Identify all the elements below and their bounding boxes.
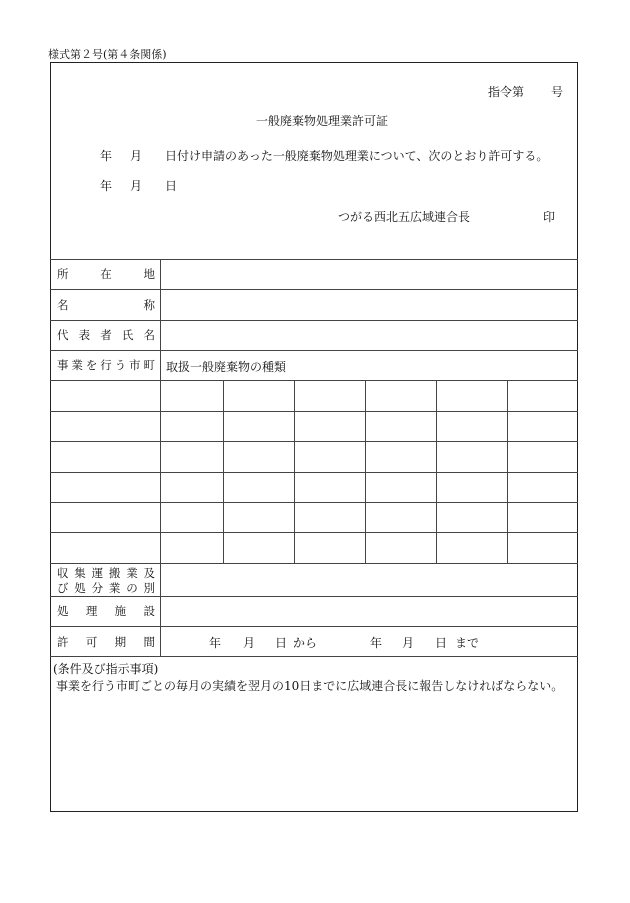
form-caption: 様式第２号(第４条関係) xyxy=(48,48,167,61)
row-line xyxy=(50,532,578,533)
row-line xyxy=(50,441,578,442)
conditions-heading: (条件及び指示事項) xyxy=(53,662,159,676)
row-line xyxy=(50,380,578,381)
issuer: つがる西北五広域連合長 xyxy=(338,210,471,224)
row-line xyxy=(50,411,578,412)
application-year: 年 xyxy=(100,149,113,163)
period-to-day: 日 xyxy=(435,636,448,650)
row-line xyxy=(50,502,578,503)
table-top-line xyxy=(50,259,578,260)
row-label-name: 名 称 xyxy=(57,298,155,312)
period-from-year: 年 xyxy=(209,636,222,650)
waste-grid-divider xyxy=(223,380,224,563)
label-column-divider xyxy=(160,259,161,656)
conditions-text: 事業を行う市町ごとの毎月の実績を翌月の10日までに広域連合長に報告しなければならない。 xyxy=(56,679,564,693)
issue-month: 月 xyxy=(130,179,143,193)
row-label-business-type-line2: び 処 分 業 の 別 xyxy=(57,581,155,595)
period-from-month: 月 xyxy=(243,636,256,650)
waste-types-header: 取扱一般廃棄物の種類 xyxy=(166,360,287,374)
table-bottom-line xyxy=(50,656,578,657)
certificate-frame xyxy=(50,62,578,812)
row-label-representative: 代 表 者 氏 名 xyxy=(57,328,155,342)
row-line xyxy=(50,596,578,597)
row-line xyxy=(50,350,578,351)
order-number-prefix: 指令第 xyxy=(488,85,525,99)
issue-day: 日 xyxy=(165,179,178,193)
row-label-municipality: 事 業 を 行 う 市 町 xyxy=(57,358,155,372)
period-from-label: から xyxy=(293,636,318,650)
seal: 印 xyxy=(543,210,556,224)
period-to-year: 年 xyxy=(370,636,383,650)
row-line xyxy=(50,626,578,627)
row-line xyxy=(50,320,578,321)
order-number-suffix: 号 xyxy=(551,85,564,99)
waste-grid-divider xyxy=(294,380,295,563)
row-line xyxy=(50,563,578,564)
row-line xyxy=(50,289,578,290)
application-text: 日付け申請のあった一般廃棄物処理業について、次のとおり許可する。 xyxy=(165,149,549,163)
waste-grid-divider xyxy=(365,380,366,563)
row-label-location: 所 在 地 xyxy=(57,267,155,281)
row-line xyxy=(50,472,578,473)
waste-grid-divider xyxy=(507,380,508,563)
row-label-facility: 処 理 施 設 xyxy=(57,604,155,618)
application-month: 月 xyxy=(130,149,143,163)
row-label-period: 許 可 期 間 xyxy=(57,635,155,649)
certificate-title: 一般廃棄物処理業許可証 xyxy=(256,114,389,128)
waste-grid-divider xyxy=(436,380,437,563)
row-label-business-type-line1: 収 集 運 搬 業 及 xyxy=(57,566,155,580)
issue-year: 年 xyxy=(100,179,113,193)
period-from-day: 日 xyxy=(275,636,288,650)
period-to-label: まで xyxy=(455,636,480,650)
period-to-month: 月 xyxy=(402,636,415,650)
